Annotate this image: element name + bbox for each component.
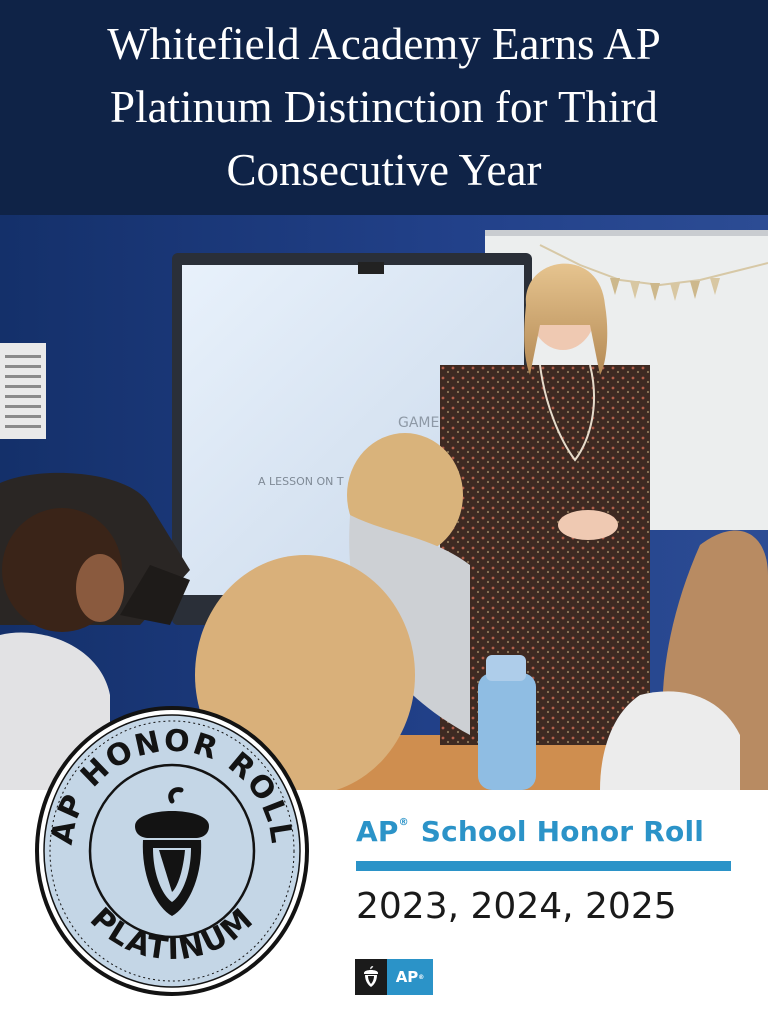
honor-roll-title [356, 815, 704, 848]
header-banner [0, 0, 768, 215]
seal-top-text: AP HONOR ROLL [44, 723, 300, 848]
screen-text: A LESSON ON T [258, 475, 344, 488]
ap-honor-roll-seal [35, 706, 309, 996]
ap-logo-registered-mark: ® [418, 973, 425, 981]
honor-roll-years: 2023, 2024, 2025 [356, 886, 677, 927]
acorn-icon [355, 959, 387, 995]
honor-roll-title-rest: School Honor Roll [420, 815, 705, 848]
article-headline: Whitefield Academy Earns AP Platinum Distinction for Third Consecutive Year [107, 19, 661, 195]
teacher-hands [558, 510, 618, 540]
ap-logo-text [387, 959, 433, 995]
honor-roll-divider [356, 861, 731, 871]
registered-mark: ® [398, 817, 409, 828]
honor-roll-ap: AP [356, 815, 399, 848]
seal-bottom-text: PLATINUM [83, 900, 262, 968]
screen-text-right: GAME [398, 415, 440, 431]
ap-logo [355, 959, 433, 995]
ap-logo-label: AP [395, 968, 419, 986]
water-bottle [478, 673, 536, 790]
classroom-photo [0, 215, 768, 790]
